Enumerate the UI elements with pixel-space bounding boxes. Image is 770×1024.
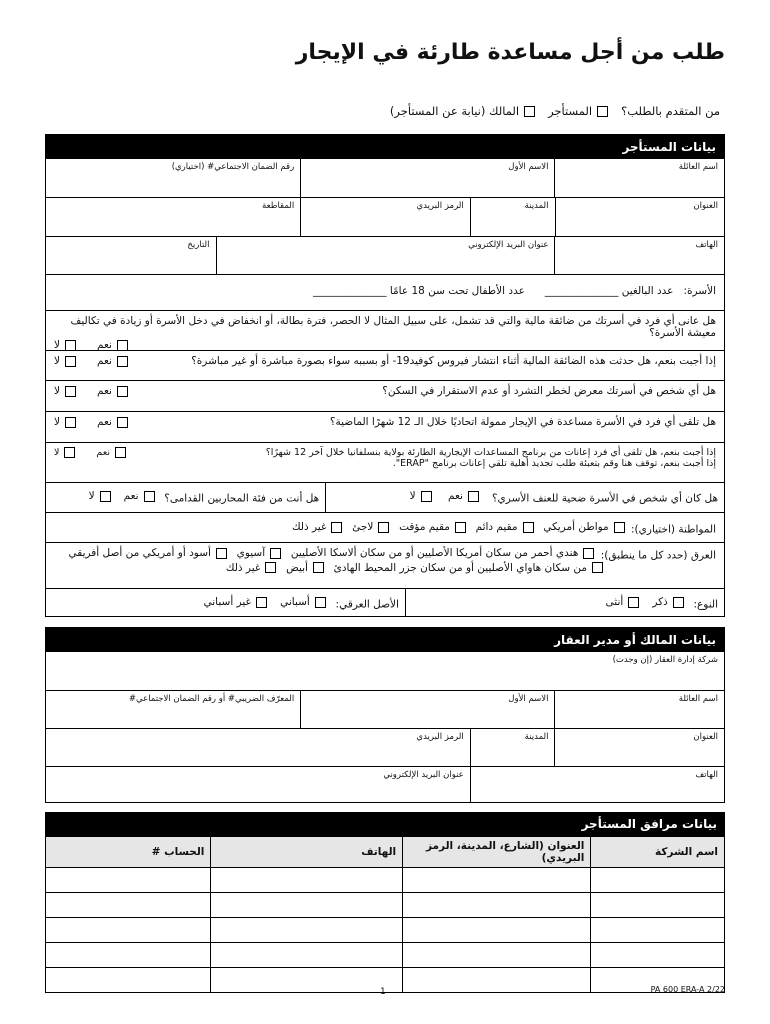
race-pacific-islander[interactable]: من سكان هاواي الأصليين أو من سكان جزر المحيط الهادئ: [334, 562, 606, 574]
tenant-last-name-field[interactable]: اسم العائلة: [554, 159, 724, 197]
q3-no[interactable]: لا: [54, 385, 79, 397]
owner-email-field[interactable]: عنوان البريد الإلكتروني: [383, 770, 464, 780]
cit-other[interactable]: غير ذلك: [292, 521, 346, 533]
applicant-question: [390, 104, 720, 118]
owner-section-header: بيانات المالك أو مدير العقار: [46, 628, 724, 652]
page-title: طلب من أجل مساعدة طارئة في الإيجار: [295, 40, 725, 65]
gender-row: النوع: ذكر أنثى: [405, 589, 724, 616]
ethnicity-non-hispanic[interactable]: غير أسباني: [204, 596, 271, 608]
ethnicity-row: الأصل العرقي: أسباني غير أسباني: [203, 596, 399, 611]
tenant-first-name-field[interactable]: الاسم الأول: [300, 159, 554, 197]
col-account: الحساب #: [46, 837, 211, 868]
q-federal-assistance: هل تلقى أي فرد في الأسرة مساعدة في الإيجار ممولة اتحاديًا خلال الـ 12 شهرًا الماضية؟ نعم لا: [46, 411, 724, 442]
utility-section-header: بيانات مرافق المستأجر: [45, 812, 725, 836]
q4-yes[interactable]: نعم: [97, 416, 131, 428]
owner-section: [45, 627, 725, 803]
table-row[interactable]: [46, 918, 725, 943]
cit-temporary[interactable]: مقيم مؤقت: [399, 521, 469, 533]
cit-permanent[interactable]: مقيم دائم: [476, 521, 537, 533]
cit-us-citizen[interactable]: مواطن أمريكي: [543, 521, 627, 533]
owner-address-field[interactable]: العنوان: [554, 729, 724, 766]
q4-no[interactable]: لا: [54, 416, 79, 428]
tenant-address-field[interactable]: العنوان: [555, 198, 725, 236]
race-row: العرق (حدد كل ما ينطبق): هندي أحمر من سكان أمريكا الأصليين أو من سكان ألاسكا الأصليين آسيوي أسود أو أمريكي من أصل أفريقي من سكان هاواي الأصليين أو من سكان جزر المحيط الهادئ أبيض غير ذلك: [46, 542, 724, 588]
household-row: الأسرة: عدد البالغين ______________ عدد الأطفال تحت سن 18 عامًا ______________: [46, 274, 724, 310]
q-financial-hardship: هل عانى أي فرد في أسرتك من ضائقة مالية والتي قد تشمل، على سبيل المثال لا الحصر، فترة بطالة، أو انخفاض في دخل الأسرة أو زيادة في تكاليف معيشة الأسرة؟ نعم لا: [46, 310, 724, 350]
form-code: PA 600 ERA-A 2/22: [650, 985, 725, 994]
q6-yes[interactable]: نعم: [448, 490, 482, 502]
race-white[interactable]: أبيض: [286, 562, 327, 574]
applicant-tenant-option[interactable]: المستأجر: [548, 104, 611, 118]
table-row[interactable]: [46, 893, 725, 918]
owner-tax-id-field[interactable]: المعرّف الضريبي# أو رقم الضمان الاجتماعي#: [128, 694, 295, 704]
tenant-section-header: بيانات المستأجر: [46, 135, 724, 159]
page-number: 1: [380, 987, 386, 997]
owner-checkbox[interactable]: [524, 106, 535, 117]
q-domestic-violence: هل كان أي شخص في الأسرة ضحية للعنف الأسري؟ نعم لا: [325, 483, 724, 512]
owner-zip-field[interactable]: الرمز البريدي: [416, 732, 464, 742]
race-black[interactable]: أسود أو أمريكي من أصل أفريقي: [69, 547, 230, 559]
race-native-american[interactable]: هندي أحمر من سكان أمريكا الأصليين أو من سكان ألاسكا الأصليين: [291, 547, 598, 559]
race-other[interactable]: غير ذلك: [226, 562, 280, 574]
table-row[interactable]: [46, 943, 725, 968]
tenant-phone-field[interactable]: الهاتف: [554, 237, 724, 274]
tenant-zip-field[interactable]: الرمز البريدي: [300, 198, 470, 236]
ethnicity-hispanic[interactable]: أسباني: [280, 596, 329, 608]
col-company: اسم الشركة: [591, 837, 725, 868]
race-asian[interactable]: آسيوي: [237, 547, 285, 559]
col-phone: الهاتف: [211, 837, 403, 868]
q5-no[interactable]: لا: [54, 447, 78, 458]
tenant-checkbox[interactable]: [597, 106, 608, 117]
owner-last-name-field[interactable]: اسم العائلة: [554, 691, 724, 728]
q-housing-instability: هل أي شخص في أسرتك معرض لخطر التشرد أو عدم الاستقرار في السكن؟ نعم لا: [46, 380, 724, 411]
tenant-email-field[interactable]: عنوان البريد الإلكتروني: [216, 237, 555, 274]
citizenship-row: المواطنة (اختياري): مواطن أمريكي مقيم دائم مقيم مؤقت لاجئ غير ذلك: [46, 512, 724, 542]
owner-city-field[interactable]: المدينة: [470, 729, 555, 766]
cit-refugee[interactable]: لاجئ: [352, 521, 392, 533]
owner-company-field[interactable]: شركة إدارة العقار (إن وجدت): [612, 655, 718, 665]
children-count[interactable]: عدد الأطفال تحت سن 18 عامًا ______________: [313, 285, 525, 297]
gender-male[interactable]: ذكر: [652, 596, 686, 608]
q-erap-benefits: إذا أجبت بنعم، هل تلقى أي فرد إعانات من برنامج المساعدات الإيجارية الطارئة بولاية بنسلفانيا خلال آخر 12 شهرًا؟ نعم لا إذا أجبت بنعم، توقف هنا وقم بتعبئة طلب تجديد أهلية تلقي إعانات برنامج "ERAP".: [46, 442, 724, 482]
applicant-owner-option[interactable]: المالك (نيابة عن المستأجر): [390, 104, 538, 118]
col-address: العنوان (الشارع، المدينة، الرمز البريدي): [403, 837, 591, 868]
tenant-date-field[interactable]: التاريخ: [187, 240, 210, 250]
adults-count[interactable]: عدد البالغين ______________: [544, 285, 674, 297]
q2-no[interactable]: لا: [54, 355, 79, 367]
utility-table: [45, 836, 725, 993]
tenant-county-field[interactable]: المقاطعة: [262, 201, 295, 211]
q-veteran: هل أنت من فئة المحاربين القدامى؟ نعم لا: [88, 490, 320, 505]
applicant-label: من المتقدم بالطلب؟: [621, 104, 720, 118]
q6-no[interactable]: لا: [410, 490, 435, 502]
q1-yes[interactable]: نعم: [97, 339, 131, 351]
gender-female[interactable]: أنثى: [606, 596, 643, 608]
utility-section: [45, 812, 725, 993]
tenant-city-field[interactable]: المدينة: [470, 198, 555, 236]
q5-yes[interactable]: نعم: [96, 447, 129, 458]
q3-yes[interactable]: نعم: [97, 385, 131, 397]
q7-yes[interactable]: نعم: [124, 490, 158, 502]
tenant-section: [45, 134, 725, 617]
q2-yes[interactable]: نعم: [97, 355, 131, 367]
q1-no[interactable]: لا: [54, 339, 79, 351]
q7-no[interactable]: لا: [89, 490, 114, 502]
table-row[interactable]: [46, 868, 725, 893]
owner-first-name-field[interactable]: الاسم الأول: [300, 691, 554, 728]
tenant-ssn-field[interactable]: رقم الضمان الاجتماعي# (اختياري): [171, 162, 295, 172]
q-covid-hardship: إذا أجبت بنعم، هل حدثت هذه الضائقة المالية أثناء انتشار فيروس كوفيد19- أو بسببه سواء بصورة مباشرة أو غير مباشرة؟ نعم لا: [46, 350, 724, 380]
owner-phone-field[interactable]: الهاتف: [470, 767, 724, 802]
